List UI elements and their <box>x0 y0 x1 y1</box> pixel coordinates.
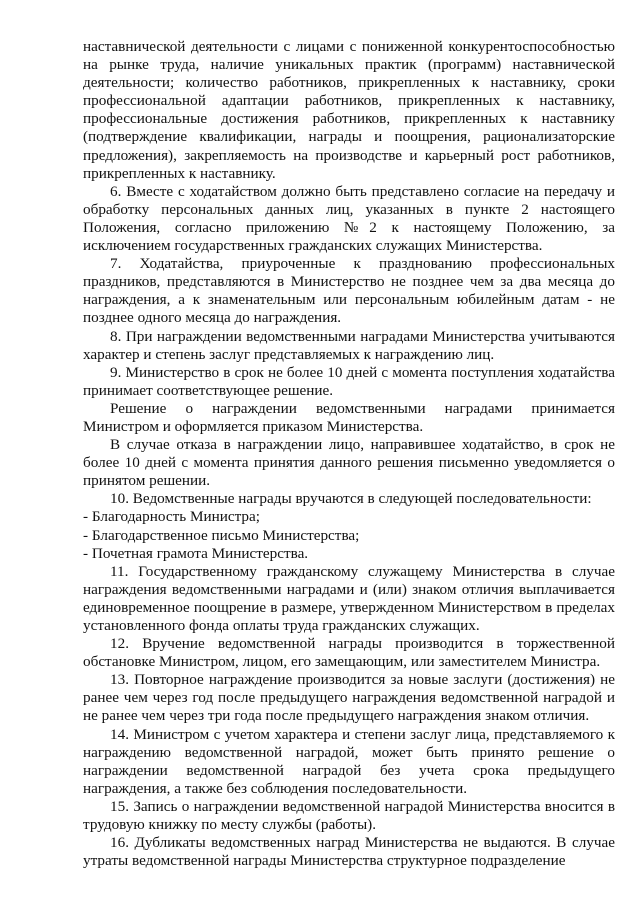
paragraph-13: 13. Повторное награждение производится за новые заслуги (достижения) не ранее чем через год после предыдущего награждения ведомственной наградой и не ранее чем через три года после предыдущего награждения знаком отличия. <box>83 671 615 725</box>
paragraph-intro-continued: наставнической деятельности с лицами с пониженной конкурентоспособностью на рынке труда, наличие уникальных практик (программ) наставнической деятельности; количество работников, прикрепленных к наставнику, сроки профессиональной адаптации работников, прикрепленных к наставнику, профессиональные достижения работников, прикрепленных к наставнику (подтверждение квалификации, награды и поощрения, рационализаторские предложения), закрепляемость на производстве и карьерный рост работников, прикрепленных к наставнику. <box>83 38 615 182</box>
paragraph-16: 16. Дубликаты ведомственных наград Министерства не выдаются. В случае утраты ведомственной награды Министерства структурное подразделение <box>83 834 615 870</box>
paragraph-10: 10. Ведомственные награды вручаются в следующей последовательности: <box>110 490 592 508</box>
paragraph-8: 8. При награждении ведомственными наградами Министерства учитываются характер и степень заслуг представляемых к награждению лиц. <box>83 327 615 363</box>
document-page <box>83 38 615 870</box>
paragraph-9-decision: Решение о награждении ведомственными наградами принимается Министром и оформляется приказом Министерства. <box>83 399 615 435</box>
list-item-gratitude-minister: - Благодарность Министра; <box>83 508 260 526</box>
list-item-gratitude-letter: - Благодарственное письмо Министерства; <box>83 526 360 544</box>
paragraph-11: 11. Государственному гражданскому служащему Министерства в случае награждения ведомственными наградами и (или) знаком отличия выплачивается единовременное поощрение в размере, утвержденном Министерством в пределах установленного фонда оплаты труда гражданских служащих. <box>83 562 615 634</box>
paragraph-9: 9. Министерство в срок не более 10 дней с момента поступления ходатайства принимает соответствующее решение. <box>83 363 615 399</box>
paragraph-14: 14. Министром с учетом характера и степени заслуг лица, представляемого к награждению ведомственной наградой, может быть принято решение о награждении ведомственной наградой без учета срока предыдущего награждения, а также без соблюдения последовательности. <box>83 725 615 797</box>
paragraph-12: 12. Вручение ведомственной награды производится в торжественной обстановке Министром, лицом, его замещающим, или заместителем Министра. <box>83 635 615 671</box>
paragraph-9-refusal: В случае отказа в награждении лицо, направившее ходатайство, в срок не более 10 дней с момента принятия данного решения письменно уведомляется о принятом решении. <box>83 436 615 490</box>
list-item-honorary-diploma: - Почетная грамота Министерства. <box>83 544 309 562</box>
paragraph-6: 6. Вместе с ходатайством должно быть представлено согласие на передачу и обработку персональных данных лиц, указанных в пункте 2 настоящего Положения, согласно приложению №2 к настоящему Положению, за исключением государственных гражданских служащих Министерства. <box>83 182 615 255</box>
paragraph-15: 15. Запись о награждении ведомственной наградой Министерства вносится в трудовую книжку по месту службы (работы). <box>83 797 615 834</box>
paragraph-7: 7. Ходатайства, приуроченные к празднованию профессиональных праздников, представляются в Министерство не позднее чем за два месяца до награждения, а к знаменательным или персональным юбилейным датам - не позднее одного месяца до награждения. <box>83 255 615 327</box>
